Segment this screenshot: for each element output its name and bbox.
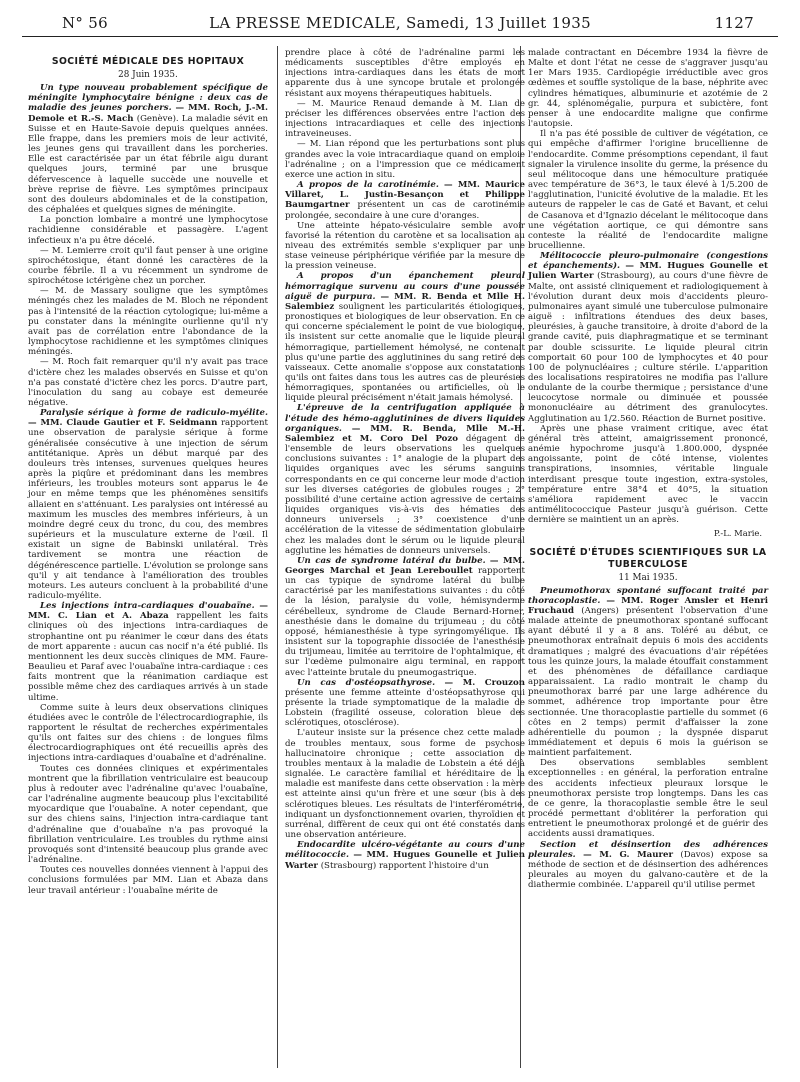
article-text: (Strasbourg) rapportent l'histoire d'un bbox=[320, 860, 489, 871]
article-authors: — MM. Roch, J.-M. Demole et R.-S. Mach bbox=[28, 103, 268, 124]
column-3 bbox=[528, 48, 768, 890]
article-title: A propos de la carotinémie. bbox=[297, 180, 439, 191]
article-title: Pneumothorax spontané suffocant traité par thoracoplastie. bbox=[528, 585, 768, 606]
paragraph: prendre place à côté de l'adrénaline parmi les médicaments susceptibles d'être employés en injections intra-cardiaques dans les états de mort apparente dus à une syncope brutale et prolongée résistant aux moyens thérapeutiques habituels. bbox=[285, 48, 525, 99]
article-authors: — MM. Hugues Gounelle et Julien Warter bbox=[528, 261, 768, 282]
paragraph: Des observations semblables semblent exceptionnelles : en général, la perforation entraîne des accidents infectieux pleuraux lorsque le pneumothorax persiste trop longtemps. Dans les cas de ce genre, la thoracoplastie semble être le seul procédé permettant d'oblitérer la perforation qui entretient le pneumothorax prolongé et de guérir des accidents aussi dramatiques. bbox=[528, 758, 768, 840]
article-authors: — MM. Georges Marchal et Jean Lereboullet bbox=[285, 555, 525, 576]
article bbox=[285, 180, 525, 221]
article-text: (Strasbourg), au cours d'une fièvre de Malte, ont assisté cliniquement et radiologiquement à l'évolution durant deux mois d'accidents pleuro-pulmonaires ayant simulé une tuberculose pulmonaire aiguë : infiltrations étendues des deux bases, pleurésies, à gauche transitoire, à droite d'abord de la grande cavité, puis diaphragmatique et se terminant par double scissurite. Le liquide pleural citrin comportait 60 pour 100 de lymphocytes et 40 pour 100 de polynucléaires ; culture stérile. L'apparition des localisations respiratoires ne modifia pas l'allure ondulante de la courbe thermique ; persistance d'une leucocytose normale ou diminuée et poussée mononucléaire au détriment des granulocytes. Agglutination au 1/2.560. Réaction de Burnet positive. bbox=[528, 271, 768, 424]
paragraph: — M. Roch fait remarquer qu'il n'y avait pas trace d'ictère chez les malades observés en Suisse et qu'on n'a pas constaté d'ictère chez les porcs. D'autre part, l'inoculation du sang au cobaye est demeurée négative. bbox=[28, 357, 268, 408]
article-title: L'épreuve de la centrifugation appliquée à l'étude des hémo-agglutinines de divers liquides organiques. bbox=[285, 403, 525, 434]
article bbox=[285, 271, 525, 403]
column-1 bbox=[28, 48, 268, 896]
article-title: Paralysie sérique à forme de radiculo-myélite. bbox=[40, 408, 268, 419]
signature: P.-L. Marie. bbox=[713, 528, 762, 539]
paragraph: Toutes ces données cliniques et expérimentales montrent que la fibrillation ventriculaire est beaucoup plus à redouter avec l'adrénaline qu'avec l'ouabaïne, car l'adrénaline augmente beaucoup plus l'excitabilité myocardique que l'ouabaïne. A noter cependant, que sur des chiens sains, l'injection intra-cardiaque tant d'adrénaline que d'ouabaïne n'a pas provoqué la fibrillation ventriculaire. Les troubles du rythme ainsi provoqués sont d'intensité beaucoup plus grande avec l'adrénaline. bbox=[28, 763, 268, 866]
paragraph: Comme suite à leurs deux observations cliniques étudiées avec le contrôle de l'électrocardiographie, ils rapportent le résultat de recherches expérimentales qu'ils ont faites sur des chiens : de longues films électrocardiographiques ont été recueillis après des injections intra-cardiaques d'ouabaïne et d'adrénaline. bbox=[28, 702, 268, 764]
article-authors: — M. G. Maurer bbox=[583, 849, 674, 860]
article-title: Mélitococcie pleuro-pulmonaire (congestions et épanchements). bbox=[528, 251, 768, 272]
article bbox=[28, 601, 268, 703]
article-title: Un cas d'ostéopsathyrose. bbox=[297, 677, 436, 688]
article bbox=[28, 408, 268, 601]
article-text: dégagent de l'ensemble de leurs observations les quelques conclusions suivantes : 1° analogie de la plupart des liquides organiques avec les sérums sanguins correspondants en ce qui concerne leur mode d'action sur les diverses catégories de globules rouges ; 2° possibilité d'une certaine action agressive de certains liquides organiques vis-à-vis des hématies des donneurs universels ; 3° coexistence d'une accélération de la vitesse de sédimentation globulaire chez les malades dont le sérum ou le liquide pleural agglutine les hématies de donneurs universels. bbox=[285, 433, 525, 556]
article bbox=[285, 403, 525, 555]
article bbox=[528, 840, 768, 891]
section-date: 28 Juin 1935. bbox=[118, 70, 178, 80]
page-header bbox=[22, 10, 778, 37]
paragraph: La ponction lombaire a montré une lymphocytose rachidienne considérable et passagère. L'agent infectieux n'a pu être décelé. bbox=[28, 215, 268, 246]
paragraph: Une atteinte hépato-vésiculaire semble avoir favorisé la rétention du carotène et sa localisation au niveau des extrémités semble s'expliquer par une stase veineuse périphérique vérifiée par la mesure de la pression veineuse. bbox=[285, 220, 525, 272]
section-title: SOCIÉTÉ D'ÉTUDES SCIENTIFIQUES SUR LA TUBERCULOSE bbox=[529, 546, 767, 570]
page-number: 1127 bbox=[714, 14, 754, 32]
paragraph: — M. Lemierre croit qu'il faut penser à une origine spirochétosique, étant donné les caractères de la courbe fébrile. Il a vu récemment un syndrome de spirochétose ictérigène chez un porcher. bbox=[28, 245, 268, 287]
paragraph: Après une phase vraiment critique, avec état général très atteint, amaigrissement prononcé, anémie hypochrome jusqu'à 1.800.000, dyspnée angoissante, point de côté intense, violentes transpirations, insomnies, véritable linguale interdisant presque toute ingestion, extra-systoles, température entre 38°4 et 40°5, la situation s'améliora rapidement avec le vaccin antimélitococcique Pasteur jusqu'à guérison. Cette dernière se maintient un an après. bbox=[528, 423, 768, 526]
article bbox=[528, 586, 768, 759]
issue-number: N° 56 bbox=[62, 14, 108, 32]
article bbox=[528, 251, 768, 424]
article-title: Les injections intra-cardiaques d'ouabaïne. bbox=[40, 601, 255, 612]
article-title: Un type nouveau probablement spécifique de méningite lymphocytaire bénigne : deux cas de maladie des jeunes porchers. bbox=[28, 83, 268, 114]
column-2 bbox=[285, 48, 525, 871]
article-authors: — M. Crouzon bbox=[444, 677, 526, 688]
article-title: Un cas de syndrome latéral du bulbe. bbox=[297, 555, 486, 566]
article bbox=[285, 678, 525, 729]
article-text: (Genève). La maladie sévit en Suisse et en Haute-Savoie depuis quelques années. Elle frappe, dans les premiers mois de leur activité, les jeunes gens qui travaillent dans les porcheries. Elle est caractérisée par un état fébrile aigu durant quelques jours, terminé par une brusque défervescence à laquelle succède une nouvelle et brève reprise de fièvre. Les symptômes principaux sont des douleurs abdominales et de la constipation, des céphalées et quelques signes de méningite. bbox=[28, 113, 269, 216]
article-title: Endocardite ulcéro-végétante au cours d'une mélitococcie. bbox=[285, 840, 525, 861]
article bbox=[285, 556, 525, 678]
paragraph: malade contractant en Décembre 1934 la fièvre de Malte et dont l'état ne cesse de s'aggraver jusqu'au 1er Mars 1935. Cardiopégie irréductible avec gros œdèmes et souffle systolique de la base, néphrite avec cylindres hématiques, albuminurie et azotémie de 2 gr. 44, splénomégalie, purpura et subictère, font penser à une endocardite maligne que confirme l'autopsie. bbox=[528, 48, 768, 130]
article-authors: — MM. Maurice Villaret, L. Justin-Besançon et Philippe Baumgartner bbox=[285, 180, 526, 211]
paragraph: Il n'a pas été possible de cultiver de végétation, ce qui empêche d'affirmer l'origine brucellienne de l'endocardite. Comme présomptions cependant, il faut signaler la virulence insolite du germe, la présence du seul mélitocoque dans une hémoculture pratiquée avec température de 36°3, le taux élevé à 1/5.200 de l'agglutination, l'unicité évolutive de la maladie. Et les auteurs de rappeler le cas de Gaté et Bavant, et celui de Casanova et d'Ignazio décelant le mélitocoque dans une végétation aortique, ce qui démontre sans conteste la réalité de l'endocardite maligne brucellienne. bbox=[528, 129, 768, 251]
column-divider bbox=[277, 46, 278, 1068]
article-text: présente une femme atteinte d'ostéopsathyrose qui présente la triade symptomatique de la maladie de Lobstein (fragilité osseuse, coloration bleue des sclérotiques, otosclérose). bbox=[285, 687, 525, 729]
article-text: (Angers) présentent l'observation d'une malade atteinte de pneumothorax spontané suffocant ayant débuté il y a 8 ans. Toléré au début, ce pneumothorax entraînait depuis 6 mois des accidents dramatiques ; malgré des évacuations d'air répétées tous les quinze jours, la malade étouffait constamment et des phénomènes de défaillance cardiaque apparaissaient. La radio montrait le champ du pneumothorax barré par une large adhérence du sommet, adhérence trop importante pour être sectionnée. Une thoracoplastie partielle du sommet (6 côtes en 2 temps) permit d'affaisser la zone adhérentielle du poumon ; la dyspnée disparut immédiatement et depuis 6 mois la guérison se maintient parfaitement. bbox=[528, 605, 768, 759]
section-date: 11 Mai 1935. bbox=[618, 572, 678, 583]
paragraph: Toutes ces nouvelles données viennent à l'appui des conclusions formulées par MM. Lian et Abaza dans leur travail antérieur : l'ouabaïne mérite de bbox=[28, 865, 268, 896]
article-authors: — MM. R. Benda, Mlle M.-H. Salembiez et M. Coro Del Pozo bbox=[285, 423, 526, 444]
paragraph: — M. de Massary souligne que les symptômes méningés chez les malades de M. Bloch ne répondent pas à l'intensité de la réaction cytologique; lui-même a pu constater dans la méningite ourlienne qu'il n'y avait pas de corrélation entre l'abondance de la lymphocytose rachidienne et les symptômes cliniques méningés. bbox=[28, 286, 268, 358]
article-title: A propos d'un épanchement pleural hémorragique survenu au cours d'une poussée aiguë de purpura. bbox=[285, 271, 525, 302]
article-authors: — MM. Hugues Gounelle et Julien Warter bbox=[285, 850, 526, 871]
article-text: rapportent un cas typique de syndrome latéral du bulbe caractérisé par les manifestations suivantes : du côté de la lésion, paralysie du voile, hémisynderme cérébelleux, syndrome de Claude Bernard-Horner, anesthésie dans le domaine du trijumeau ; du côté opposé, hémianesthésie à type syringomyélique. Ils insistent sur la topographie dissociée de l'anesthésie du trijumeau, limitée au territoire de l'ophtalmique, et sur l'œdème pulmonaire aigu terminal, en rapport avec l'atteinte brutale du pneumogastrique. bbox=[285, 565, 525, 678]
article-text: rapportent une observation de paralysie sérique à forme généralisée consécutive à une injection de sérum antitétanique. Après un début marqué par des douleurs très intenses, survenues quelques heures après la piqûre et prédominant dans les membres inférieurs, les troubles moteurs sont apparus le 4e jour en même temps que les phénomènes sensitifs allaient en s'atténuant. Les paralysies ont intéressé au maximum les muscles des membres inférieurs, à un moindre degré ceux du tronc, du cou, des membres supérieurs et la musculature externe de l'œil. Il existait un signe de Babinski unilatéral. Très tardivement se montra une réaction de dégénérescence partielle. L'évolution se prolonge sans qu'il y ait tendance à l'amélioration des troubles moteurs. Les auteurs concluent à la probabilité d'une radiculo-myélite. bbox=[28, 418, 268, 601]
article-authors: — MM. Claude Gautier et F. Seidmann bbox=[28, 418, 218, 429]
journal-title: LA PRESSE MEDICALE, Samedi, 13 Juillet 1935 bbox=[209, 14, 591, 32]
article-text: (Davos) expose sa méthode de section et de désinsertion des adhérences pleurales au moyen du galvano-cautère et de la diathermie combinée. L'appareil qu'il utilise permet bbox=[528, 849, 769, 891]
article-title: Section et désinsertion des adhérences pleurales. bbox=[528, 839, 768, 860]
article-text: présentent un cas de carotinémie prolongée, secondaire à une cure d'oranges. bbox=[285, 200, 525, 221]
article-text: soulignent les particularités étiologiques, pronostiques et biologiques de leur observation. En ce qui concerne spécialement le point de vue biologique, ils insistent sur cette anomalie que le liquide pleural hémorragique, partiellement hémolysé, ne contenait plus qu'une partie des agglutinines du sang retiré des vaisseaux. Cette anomalie s'oppose aux constatations qu'ils ont faites dans tous les autres cas de pleurésies hémorragiques, spontanées ou artificielles, où le liquide pleural précisément n'était jamais hémolysé. bbox=[285, 301, 525, 404]
article-authors: — MM. R. Benda et Mlle H. Salembiez bbox=[285, 291, 525, 312]
article-text: rappellent les faits cliniques où des injections intra-cardiaques de strophantine ont pu réanimer le cœur dans des états de mort apparente : aucun cas nocif n'a été publié. Ils mentionnent les deux succès cliniques de MM. Faure-Beaulieu et Paraf avec l'ouabaïne intra-cardiaque : ces faits montrent que la réanimation cardiaque est possible même chez des cardiaques arrivés à un stade ultime. bbox=[28, 611, 269, 703]
article-authors: — MM. Roger Amsler et Henri Fruchaud bbox=[528, 595, 768, 616]
article bbox=[285, 840, 525, 870]
paragraph: L'auteur insiste sur la présence chez cette malade de troubles mentaux, sous forme de psychose hallucinatoire chronique ; cette association de troubles mentaux à la maladie de Lobstein a été déjà signalée. Le caractère familial et héréditaire de la maladie est manifeste dans cette observation : la mère est atteinte ainsi qu'un frère et une sœur (bis à des sclérotiques bleues. Les résultats de l'interférométrie, indiquant un dysfonctionnement ovarien, thyroïdien et surrénal, diffèrent de ceux qui ont été constatés dans une observation antérieure. bbox=[285, 728, 525, 841]
article bbox=[28, 83, 268, 215]
section-title: SOCIÉTÉ MÉDICALE DES HOPITAUX bbox=[51, 56, 245, 67]
paragraph: — M. Lian répond que les perturbations sont plus grandes avec la voie intracardiaque quand on emploie l'adrénaline ; on a l'impression que ce médicament exerce une action in situ. bbox=[285, 139, 525, 180]
article-authors: — MM. C. Lian et A. Abaza bbox=[28, 601, 268, 622]
paragraph: — M. Maurice Renaud demande à M. Lian de préciser les différences observées entre l'action des injections intracardiaques et celle des injections intraveineuses. bbox=[285, 98, 525, 140]
